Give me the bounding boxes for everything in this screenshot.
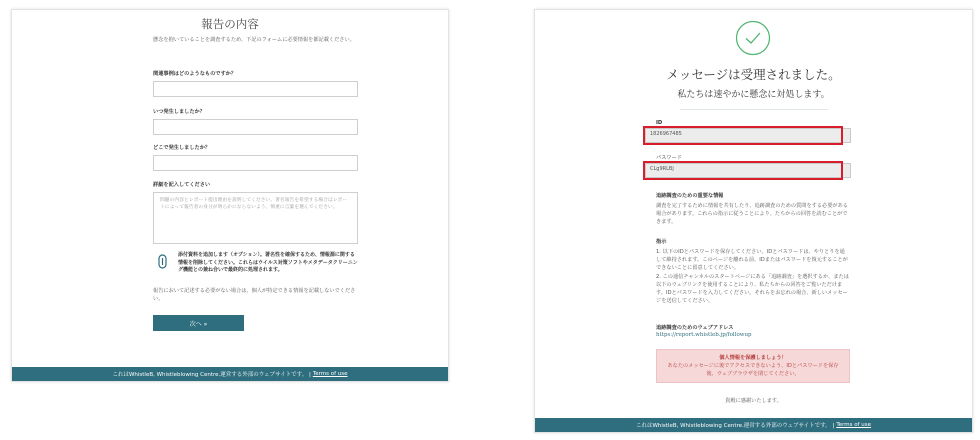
privacy-note: 報告において記述する必要がない場合は、個人が特定できる情報を記載しないでください。 — [153, 288, 356, 302]
question-where: どこで発生しましたか？ — [153, 145, 211, 151]
followup-link[interactable]: https://report.whistleb.jp/followup — [656, 332, 752, 338]
when-input[interactable] — [153, 119, 358, 135]
confirmation-panel — [534, 9, 973, 433]
terms-of-use-link[interactable]: Terms of use — [312, 371, 348, 377]
warning-text: あなたのメッセージに後でアクセスできないよう、IDとパスワードを保存後、ウェブブラウザを閉じてください。 — [667, 363, 839, 377]
info-title: 追跡調査のための重要な情報 — [656, 193, 724, 199]
id-field[interactable]: 1826967485 — [645, 128, 851, 143]
info-text: 調査を完了するために情報を共有したり、追跡調査のための質問をする必要がある場合があります。これらの指示に従うことにより、たちからの回答を読むことができます。 — [656, 203, 848, 225]
page-title: 報告の内容 — [201, 17, 259, 31]
checkmark-circle-icon — [735, 20, 771, 56]
form-intro: 懸念を抱いていることを調査するため、下記のフォームに必要情報を都記載ください。 — [153, 37, 355, 43]
divider — [680, 109, 828, 110]
terms-of-use-link[interactable]: Terms of use — [836, 422, 872, 428]
question-incident-type: 関連事例はどのようなものですか？ — [153, 71, 237, 77]
report-form-panel — [11, 9, 449, 382]
warning-title: 個人情報を保護しましょう！ — [719, 355, 787, 361]
attachment-instructions: 添付資料を追加します（オプション）。著名性を確保するため、情報源に関する情報を削除してください。これらはウイルス対策ソフトやメタデータクリーニング機能との兼ね合いで最終的に処理されます。 — [178, 252, 358, 273]
footer — [535, 418, 972, 432]
instruction-2: 2. この通信チャンネルのスタートページにある「追跡調査」を選択するか、または以下のウェブリンクを使用することにより、私たちからの回答をご覧いただけます。IDとパスワードを入力してください。それらをお忘れの場合、新しいメッセージを送信してください。 — [656, 274, 849, 304]
weblink-title: 追跡調査のためのウェブアドレス — [656, 325, 734, 331]
instruction-1: 1. 以下のIDとパスワードを保存してください。IDとパスワードは、やりとりを通して維持されます。このページを離れる前、IDまたはパスワードを復元することができないことに留意してください。 — [656, 249, 848, 271]
warning-box — [656, 349, 850, 383]
incident-type-input[interactable] — [153, 81, 358, 97]
details-textarea[interactable] — [153, 192, 358, 244]
where-input[interactable] — [153, 155, 358, 171]
password-field[interactable]: CLg9RLBj — [645, 163, 851, 178]
question-when: いつ発生しましたか？ — [153, 109, 205, 115]
footer-text: これはWhistleB, Whistleblowing Centre.運営する外部のウェブサイトです。 | — [635, 423, 835, 429]
details-placeholder: 問題の内容とレポート提出理由を説明してください。著名報告を希望する場合はレポートによって報告者の身分が明らかにならないよう、慎重に言葉を選んでください。 — [160, 198, 348, 210]
id-label: ID — [656, 120, 663, 126]
id-highlight-box — [643, 126, 843, 145]
thanks-text: 貴殿に感謝いたします。 — [725, 398, 782, 404]
paperclip-icon[interactable] — [157, 254, 168, 269]
footer-text: これはWhistleB, Whistleblowing Centre.運営する外部のウェブサイトです。 | — [112, 372, 311, 378]
instructions-title: 指示 — [656, 239, 667, 245]
confirmation-heading: メッセージは受理されました。 — [666, 67, 841, 82]
password-highlight-box — [643, 161, 843, 180]
footer — [12, 367, 448, 381]
password-label: パスワード — [656, 155, 682, 161]
next-button[interactable]: 次へ » — [153, 315, 244, 331]
confirmation-subheading: 私たちは速やかに懸念に対処します。 — [677, 90, 830, 100]
question-details: 詳細を記入してください — [153, 182, 211, 188]
